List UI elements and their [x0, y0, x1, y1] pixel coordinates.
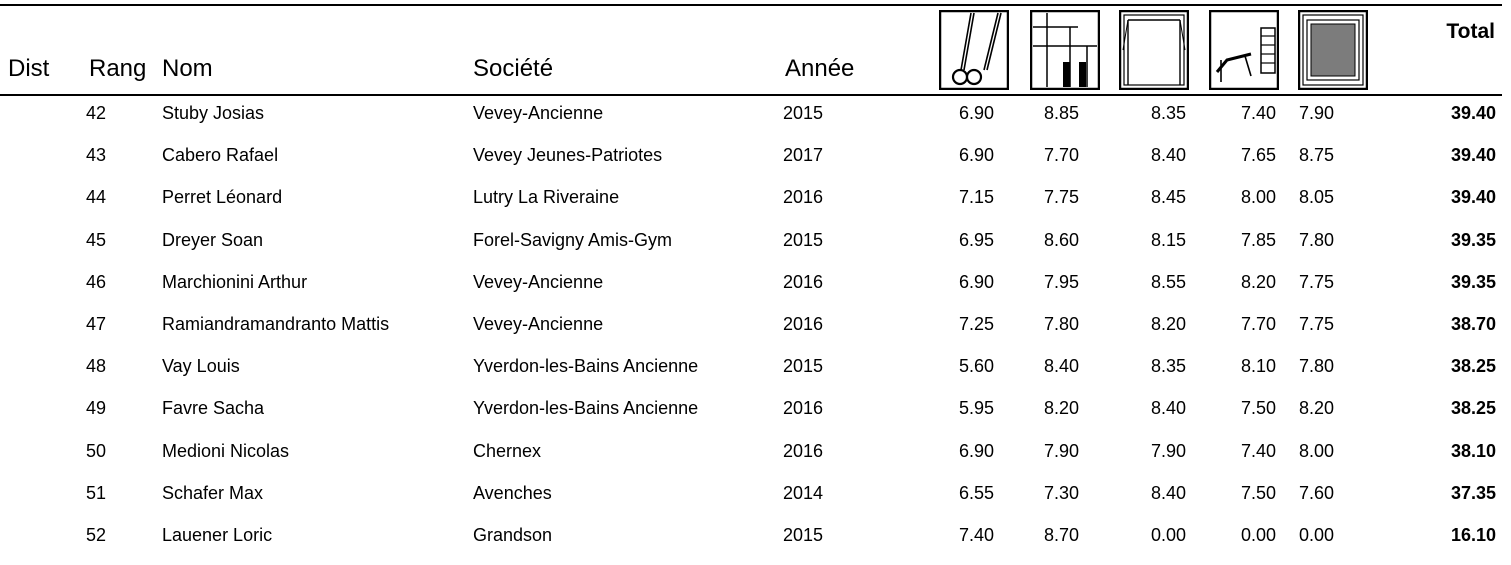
- vault-score-cell: 7.65: [1240, 145, 1276, 166]
- results-table: [0, 92, 1511, 556]
- year-cell: 2015: [783, 229, 824, 250]
- total-cell: 38.25: [1450, 398, 1496, 419]
- rank-cell: 49: [86, 398, 107, 419]
- club-cell: Chernex: [473, 440, 542, 461]
- parallel-bars-score-cell: 7.30: [1043, 482, 1079, 503]
- rank-cell: 51: [86, 482, 107, 503]
- total-cell: 39.40: [1450, 187, 1496, 208]
- high-bar-score-cell: 8.35: [1150, 103, 1186, 123]
- rings-score-cell: 5.60: [958, 356, 994, 377]
- name-cell: Marchionini Arthur: [162, 271, 308, 292]
- parallel-bars-score-cell: 7.75: [1043, 187, 1079, 208]
- name-cell: Vay Louis: [162, 356, 240, 377]
- rank-cell: 46: [86, 271, 107, 292]
- high-bar-score-cell: 8.35: [1150, 356, 1186, 377]
- table-row: [0, 134, 1511, 176]
- parallel-bars-score-cell: 8.85: [1043, 103, 1079, 123]
- year-cell: 2016: [783, 398, 824, 419]
- rank-cell: 42: [86, 103, 107, 123]
- top-rule: [0, 4, 1502, 6]
- rank-cell: 43: [86, 145, 107, 166]
- vault-score-cell: 8.10: [1240, 356, 1276, 377]
- floor-score-cell: 7.75: [1299, 313, 1335, 334]
- parallel-bars-score-cell: 7.70: [1043, 145, 1079, 166]
- table-row: [0, 219, 1511, 261]
- header-societe: Société: [473, 55, 554, 82]
- club-cell: Vevey Jeunes-Patriotes: [473, 145, 663, 166]
- parallel-bars-score-cell: 8.60: [1043, 229, 1079, 250]
- rings-score-cell: 6.95: [958, 229, 994, 250]
- high-bar-score-cell: 8.40: [1150, 482, 1186, 503]
- vault-score-cell: 0.00: [1240, 524, 1276, 545]
- table-row: [0, 472, 1511, 514]
- rank-cell: 44: [86, 187, 107, 208]
- name-cell: Dreyer Soan: [162, 229, 264, 250]
- year-cell: 2015: [783, 524, 824, 545]
- club-cell: Lutry La Riveraine: [473, 187, 620, 208]
- floor-score-cell: 7.60: [1299, 482, 1335, 503]
- club-cell: Vevey-Ancienne: [473, 103, 604, 123]
- vault-icon: [1209, 10, 1279, 90]
- name-cell: Favre Sacha: [162, 398, 265, 419]
- vault-score-cell: 7.85: [1240, 229, 1276, 250]
- rank-cell: 50: [86, 440, 107, 461]
- year-cell: 2014: [783, 482, 824, 503]
- club-cell: Yverdon-les-Bains Ancienne: [473, 356, 699, 377]
- year-cell: 2017: [783, 145, 824, 166]
- year-cell: 2016: [783, 271, 824, 292]
- high-bar-score-cell: 8.45: [1150, 187, 1186, 208]
- parallel-bars-icon: [1030, 10, 1100, 90]
- year-cell: 2016: [783, 313, 824, 334]
- club-cell: Avenches: [473, 482, 552, 503]
- name-cell: Perret Léonard: [162, 187, 283, 208]
- header-annee: Année: [785, 55, 855, 82]
- total-cell: 39.35: [1450, 229, 1496, 250]
- table-row: [0, 261, 1511, 303]
- high-bar-score-cell: 8.20: [1150, 313, 1186, 334]
- club-cell: Yverdon-les-Bains Ancienne: [473, 398, 699, 419]
- parallel-bars-score-cell: 7.95: [1043, 271, 1079, 292]
- parallel-bars-score-cell: 8.40: [1043, 356, 1079, 377]
- rings-score-cell: 6.90: [958, 145, 994, 166]
- high-bar-score-cell: 7.90: [1150, 440, 1186, 461]
- name-cell: Lauener Loric: [162, 524, 273, 545]
- total-cell: 39.35: [1450, 271, 1496, 292]
- header-total: Total: [1446, 20, 1495, 43]
- high-bar-score-cell: 8.55: [1150, 271, 1186, 292]
- rings-score-cell: 7.15: [958, 187, 994, 208]
- table-row: [0, 514, 1511, 556]
- table-row: [0, 303, 1511, 345]
- rank-cell: 45: [86, 229, 107, 250]
- floor-score-cell: 7.80: [1299, 356, 1335, 377]
- table-row: [0, 430, 1511, 472]
- total-cell: 37.35: [1450, 482, 1496, 503]
- name-cell: Cabero Rafael: [162, 145, 279, 166]
- floor-score-cell: 0.00: [1299, 524, 1335, 545]
- floor-score-cell: 8.05: [1299, 187, 1335, 208]
- table-row: [0, 176, 1511, 218]
- table-row: [0, 387, 1511, 429]
- year-cell: 2016: [783, 187, 824, 208]
- vault-score-cell: 7.70: [1240, 313, 1276, 334]
- total-cell: 16.10: [1450, 524, 1496, 545]
- rings-score-cell: 7.40: [958, 524, 994, 545]
- year-cell: 2015: [783, 103, 824, 123]
- floor-icon: [1298, 10, 1368, 90]
- rings-score-cell: 5.95: [958, 398, 994, 419]
- floor-score-cell: 7.80: [1299, 229, 1335, 250]
- vault-score-cell: 7.50: [1240, 398, 1276, 419]
- total-cell: 39.40: [1450, 103, 1496, 123]
- club-cell: Grandson: [473, 524, 553, 545]
- rings-score-cell: 6.90: [958, 271, 994, 292]
- floor-score-cell: 8.00: [1299, 440, 1335, 461]
- club-cell: Forel-Savigny Amis-Gym: [473, 229, 673, 250]
- high-bar-score-cell: 8.40: [1150, 398, 1186, 419]
- rank-cell: 47: [86, 313, 107, 334]
- total-cell: 38.70: [1450, 313, 1496, 334]
- high-bar-score-cell: 0.00: [1150, 524, 1186, 545]
- floor-score-cell: 7.90: [1299, 103, 1335, 123]
- total-cell: 39.40: [1450, 145, 1496, 166]
- high-bar-icon: [1119, 10, 1189, 90]
- vault-score-cell: 8.20: [1240, 271, 1276, 292]
- header-nom: Nom: [162, 55, 213, 82]
- parallel-bars-score-cell: 8.70: [1043, 524, 1079, 545]
- parallel-bars-score-cell: 8.20: [1043, 398, 1079, 419]
- high-bar-score-cell: 8.15: [1150, 229, 1186, 250]
- rank-cell: 52: [86, 524, 107, 545]
- parallel-bars-score-cell: 7.90: [1043, 440, 1079, 461]
- rings-score-cell: 6.90: [958, 440, 994, 461]
- rings-icon: [939, 10, 1009, 90]
- floor-score-cell: 8.20: [1299, 398, 1335, 419]
- club-cell: Vevey-Ancienne: [473, 313, 604, 334]
- name-cell: Stuby Josias: [162, 103, 265, 123]
- name-cell: Ramiandramandranto Mattis: [162, 313, 390, 334]
- vault-score-cell: 7.40: [1240, 103, 1276, 123]
- table-row: [0, 92, 1511, 134]
- high-bar-score-cell: 8.40: [1150, 145, 1186, 166]
- name-cell: Schafer Max: [162, 482, 264, 503]
- rings-score-cell: 6.55: [958, 482, 994, 503]
- rings-score-cell: 7.25: [958, 313, 994, 334]
- table-row: [0, 345, 1511, 387]
- vault-score-cell: 8.00: [1240, 187, 1276, 208]
- year-cell: 2016: [783, 440, 824, 461]
- rings-score-cell: 6.90: [958, 103, 994, 123]
- year-cell: 2015: [783, 356, 824, 377]
- floor-score-cell: 7.75: [1299, 271, 1335, 292]
- vault-score-cell: 7.50: [1240, 482, 1276, 503]
- total-cell: 38.10: [1450, 440, 1496, 461]
- vault-score-cell: 7.40: [1240, 440, 1276, 461]
- header-dist: Dist: [8, 55, 50, 82]
- header-rang: Rang: [89, 55, 147, 82]
- total-cell: 38.25: [1450, 356, 1496, 377]
- rank-cell: 48: [86, 356, 107, 377]
- floor-score-cell: 8.75: [1299, 145, 1335, 166]
- name-cell: Medioni Nicolas: [162, 440, 290, 461]
- parallel-bars-score-cell: 7.80: [1043, 313, 1079, 334]
- club-cell: Vevey-Ancienne: [473, 271, 604, 292]
